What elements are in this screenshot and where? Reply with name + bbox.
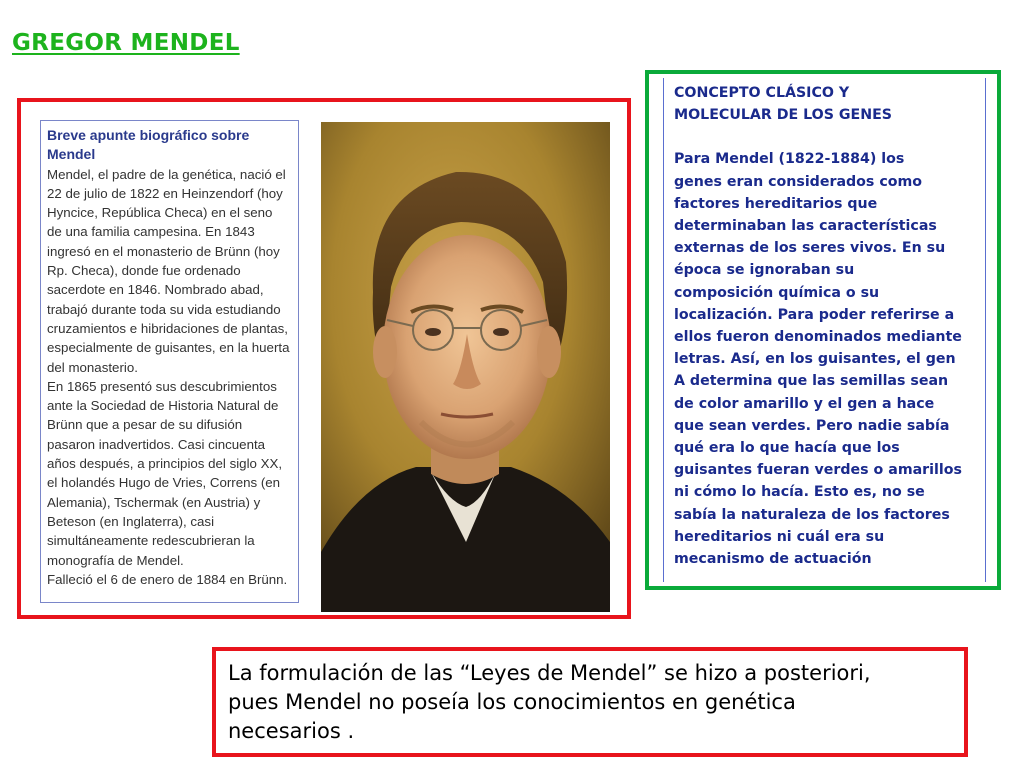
biography-line: simultáneamente redescubrieran la [47, 533, 255, 549]
gene-concept-panel [645, 70, 1001, 590]
biography-line: especialmente de guisantes, en la huerta [47, 340, 290, 356]
biography-line: cruzamientos e hibridaciones de plantas, [47, 320, 288, 336]
gene-line: mecanismo de actuación [674, 551, 872, 568]
biography-line: Brünn que a pesar de su difusión [47, 417, 243, 433]
mendel-portrait [321, 122, 610, 612]
gene-line: Para Mendel (1822-1884) los [674, 151, 905, 168]
laws-note-panel [212, 647, 968, 757]
gene-line: letras. Así, en los guisantes, el gen [674, 351, 956, 368]
gene-line: externas de los seres vivos. En su [674, 240, 946, 257]
gene-line: composición química o su [674, 284, 880, 301]
gene-line: guisantes fueran verdes o amarillos [674, 462, 962, 479]
gene-concept-body [674, 148, 981, 570]
biography-panel [17, 98, 631, 619]
biography-line: años después, a principios del siglo XX, [47, 456, 283, 472]
biography-line: el holandés Hugo de Vries, Correns (en [47, 475, 281, 491]
gene-line: genes eran considerados como [674, 173, 923, 190]
note-line: La formulación de las “Leyes de Mendel” se hizo a posteriori, [228, 661, 871, 685]
gene-concept-text-box [663, 78, 986, 582]
gene-line: de color amarillo y el gen a hace [674, 395, 935, 412]
biography-text-box [40, 120, 299, 603]
biography-line: Falleció el 6 de enero de 1884 en Brünn. [47, 571, 288, 587]
biography-line: pasaron inadvertidos. Casi cincuenta [47, 436, 266, 452]
gene-line: ni cómo lo hacía. Esto es, no se [674, 484, 925, 501]
gene-line: factores hereditarios que [674, 195, 878, 212]
gene-title-line: CONCEPTO CLÁSICO Y [674, 85, 850, 101]
biography-line: 22 de julio de 1822 en Heinzendorf (hoy [47, 185, 283, 201]
gene-line: ellos fueron denominados mediante [674, 329, 962, 346]
gene-line: que sean verdes. Pero nadie sabía [674, 417, 950, 434]
gene-line: qué era lo que hacía que los [674, 440, 900, 457]
note-line: necesarios . [228, 719, 355, 743]
biography-heading-line: Breve apunte biográfico sobre [47, 127, 250, 143]
gene-line: época se ignoraban su [674, 262, 855, 279]
biography-line: ingresó en el monasterio de Brünn (hoy [47, 243, 280, 259]
biography-line: Alemania), Tschermak (en Austria) y [47, 494, 261, 510]
biography-line: sacerdote en 1846. Nombrado abad, [47, 282, 264, 298]
biography-line: En 1865 presentó sus descubrimientos [47, 378, 277, 394]
laws-note-text [228, 659, 956, 746]
page-title: GREGOR MENDEL [12, 30, 240, 56]
note-line: pues Mendel no poseía los conocimientos en genética [228, 690, 796, 714]
gene-concept-title [674, 82, 981, 126]
gene-line: hereditarios ni cuál era su [674, 528, 885, 545]
biography-line: Beteson (en Inglaterra), casi [47, 513, 215, 529]
gene-line: sabía la naturaleza de los factores [674, 506, 950, 523]
biography-body [47, 165, 292, 590]
biography-line: trabajó durante toda su vida estudiando [47, 301, 281, 317]
biography-line: Mendel, el padre de la genética, nació el [47, 166, 286, 182]
gene-line: localización. Para poder referirse a [674, 306, 955, 323]
biography-heading [47, 126, 292, 165]
biography-line: Rp. Checa), donde fue ordenado [47, 263, 241, 279]
gene-line: determinaban las características [674, 218, 937, 235]
biography-line: monografía de Mendel. [47, 552, 184, 568]
biography-heading-line: Mendel [47, 146, 96, 163]
biography-line: del monasterio. [47, 359, 138, 375]
gene-title-line: MOLECULAR DE LOS GENES [674, 107, 893, 124]
biography-line: ante la Sociedad de Historia Natural de [47, 398, 279, 414]
biography-line: de una familia campesina. En 1843 [47, 224, 255, 240]
biography-line: Hyncice, República Checa) en el seno [47, 205, 273, 221]
gene-line: A determina que las semillas sean [674, 373, 949, 390]
